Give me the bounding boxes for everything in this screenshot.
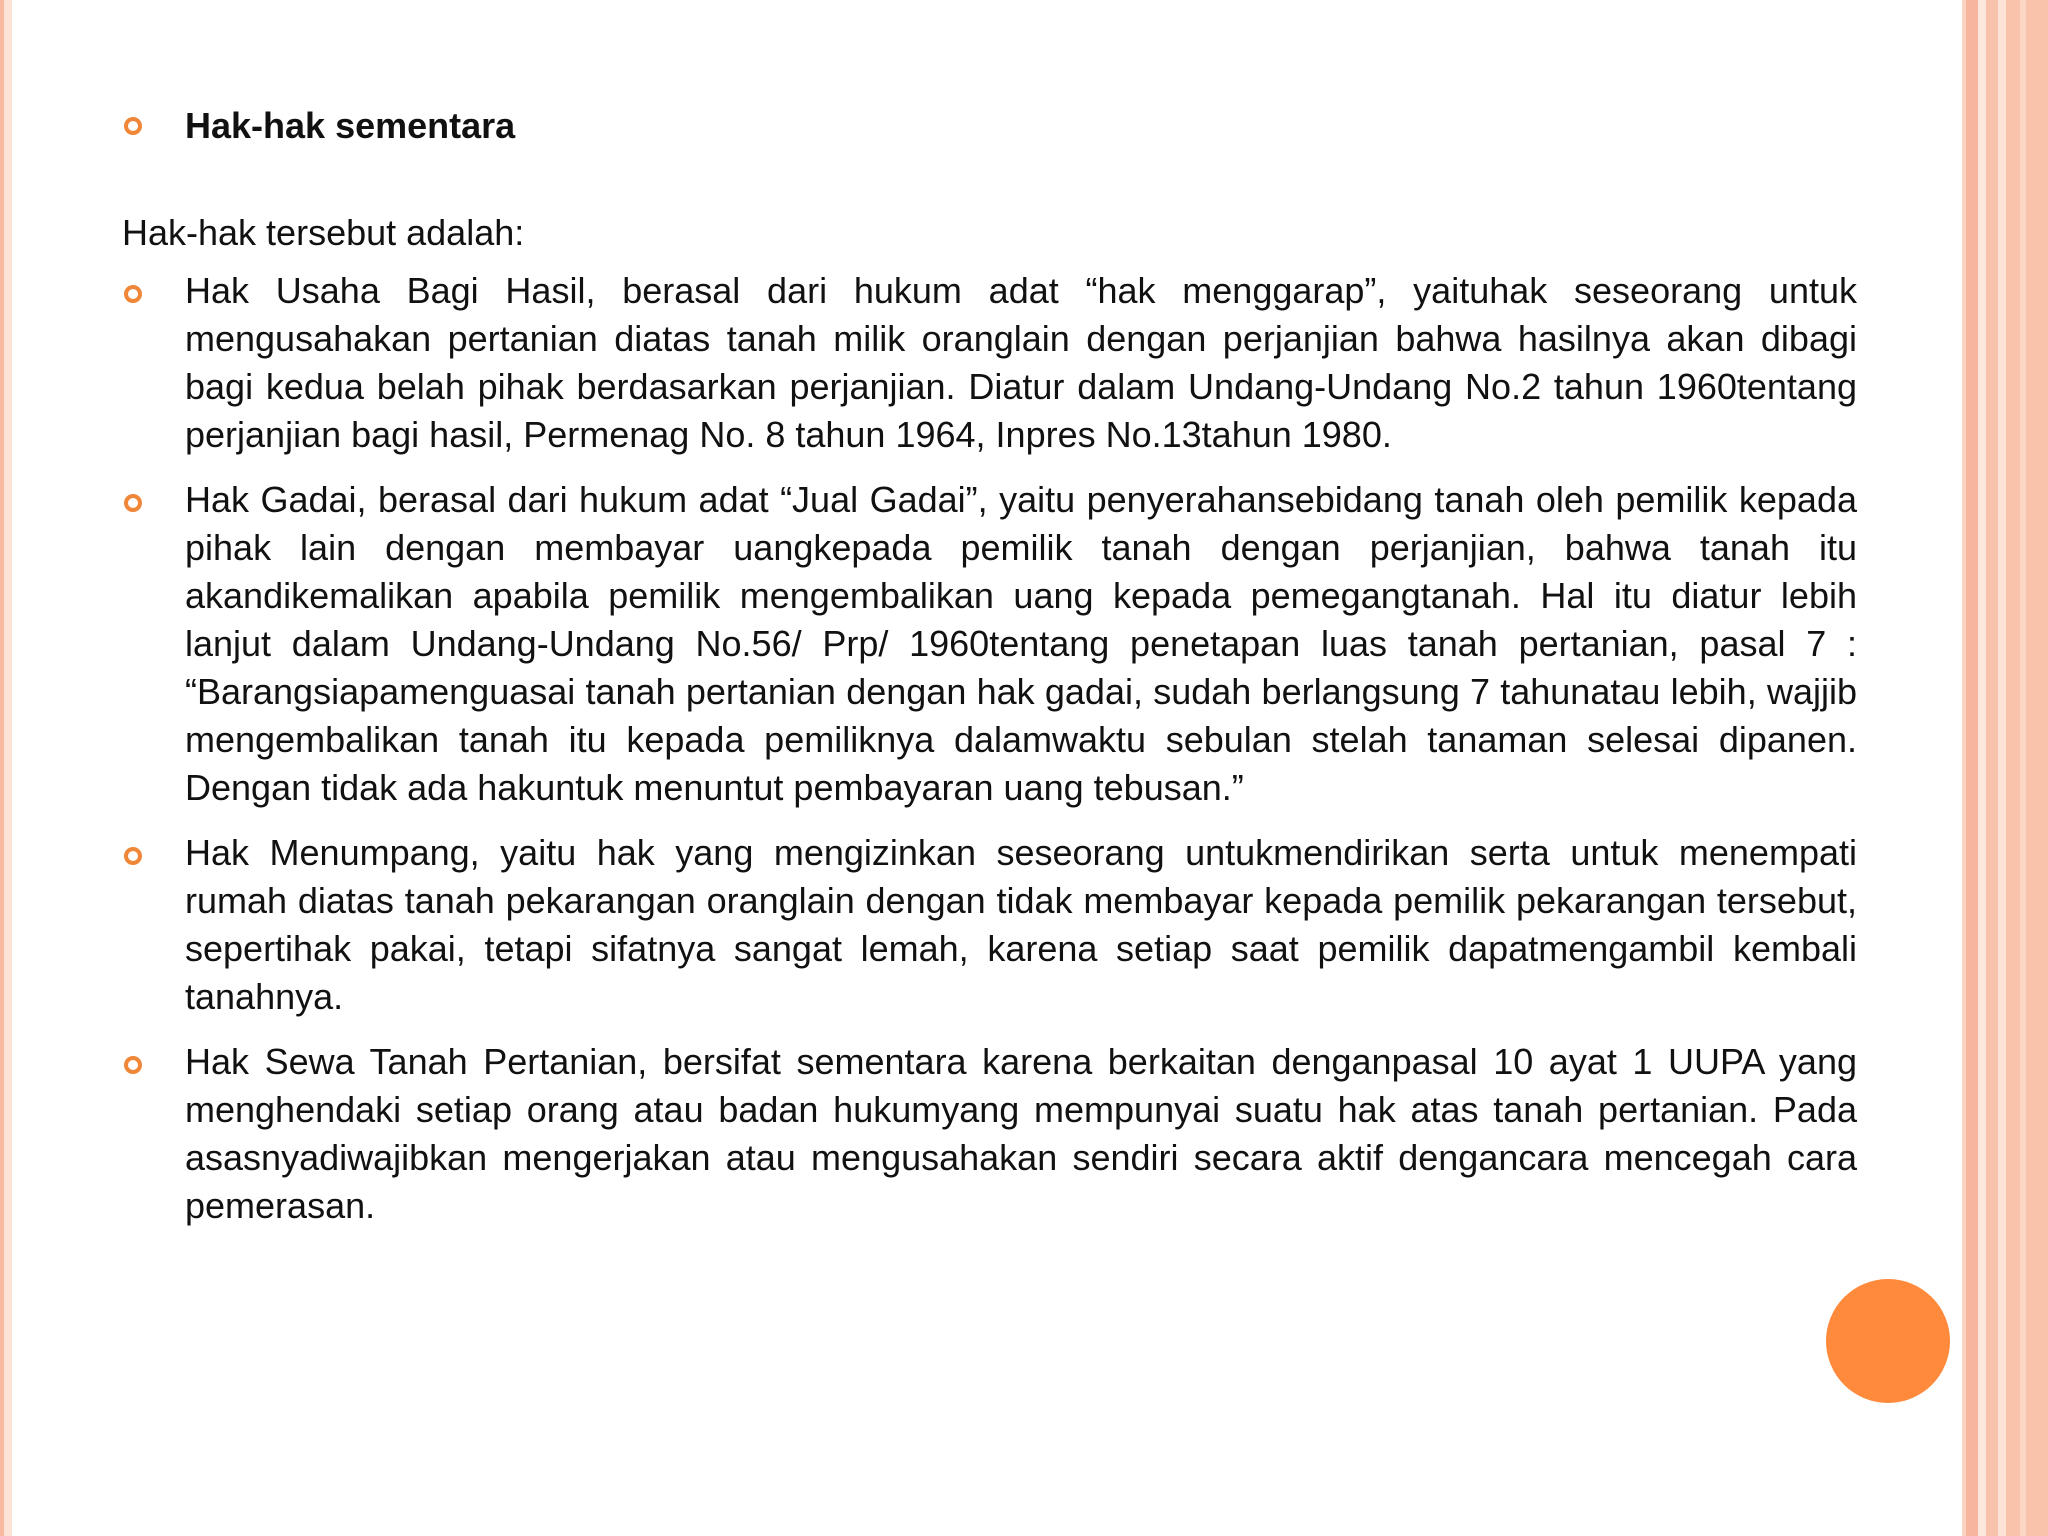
right-border-stripe [1998,0,2006,1536]
list-item [122,267,1857,459]
right-border-stripe [2020,0,2026,1536]
right-border-stripe [1986,0,2048,1536]
heading-row [122,100,1857,152]
ring-bullet-icon [124,847,142,865]
list-item-text: Hak Gadai, berasal dari hukum adat “Jual Gadai”, yaitu penyerahansebidang tanah oleh pemilik kepada pihak lain dengan membayar uangkepada pemilik tanah dengan perjanjian, bahwa tanah itu akandikemalikan apabila pemilik mengembalikan uang kepada pemegangtanah. Hal itu diatur lebih lanjut dalam Undang-Undang No.56/ Prp/ 1960tentang penetapan luas tanah pertanian, pasal 7 : “Barangsiapamenguasai tanah pertanian dengan hak gadai, sudah berlangsung 7 tahunatau lebih, wajjib mengembalikan tanah itu kepada pemiliknya dalamwaktu sebulan stelah tanaman selesai dipanen. Dengan tidak ada hakuntuk menuntut pembayaran uang tebusan.” [185,479,1857,808]
slide-heading: Hak-hak sementara [185,105,516,146]
decorative-circle [1826,1279,1950,1403]
slide-content [122,100,1857,1247]
list-item-text: Hak Sewa Tanah Pertanian, bersifat sementara karena berkaitan denganpasal 10 ayat 1 UUPA yang menghendaki setiap orang atau badan hukumyang mempunyai suatu hak atas tanah pertanian. Pada asasnyadiwajibkan mengerjakan atau mengusahakan sendiri secara aktif dengancara mencegah cara pemerasan. [185,1041,1857,1226]
ring-bullet-icon [124,117,142,135]
left-border-stripe-light [4,0,12,1536]
ring-bullet-icon [124,494,142,512]
list-item-text: Hak Menumpang, yaitu hak yang mengizinkan seseorang untukmendirikan serta untuk menempati rumah diatas tanah pekarangan oranglain dengan tidak membayar kepada pemilik pekarangan tersebut, sepertihak pakai, tetapi sifatnya sangat lemah, karena setiap saat pemilik dapatmengambil kembali tanahnya. [185,832,1857,1017]
right-border-stripe [1978,0,1986,1536]
list-item [122,1038,1857,1230]
list-item [122,476,1857,812]
ring-bullet-icon [124,285,142,303]
right-border-stripe [1966,0,1978,1536]
ring-bullet-icon [124,1056,142,1074]
list-item [122,829,1857,1021]
intro-text: Hak-hak tersebut adalah: [122,212,525,253]
list-item-text: Hak Usaha Bagi Hasil, berasal dari hukum adat “hak menggarap”, yaituhak seseorang untuk mengusahakan pertanian diatas tanah milik oranglain dengan perjanjian bahwa hasilnya akan dibagi bagi kedua belah pihak berdasarkan perjanjian. Diatur dalam Undang-Undang No.2 tahun 1960tentang perjanjian bagi hasil, Permenag No. 8 tahun 1964, Inpres No.13tahun 1980. [185,270,1857,455]
bullet-list [122,267,1857,1230]
